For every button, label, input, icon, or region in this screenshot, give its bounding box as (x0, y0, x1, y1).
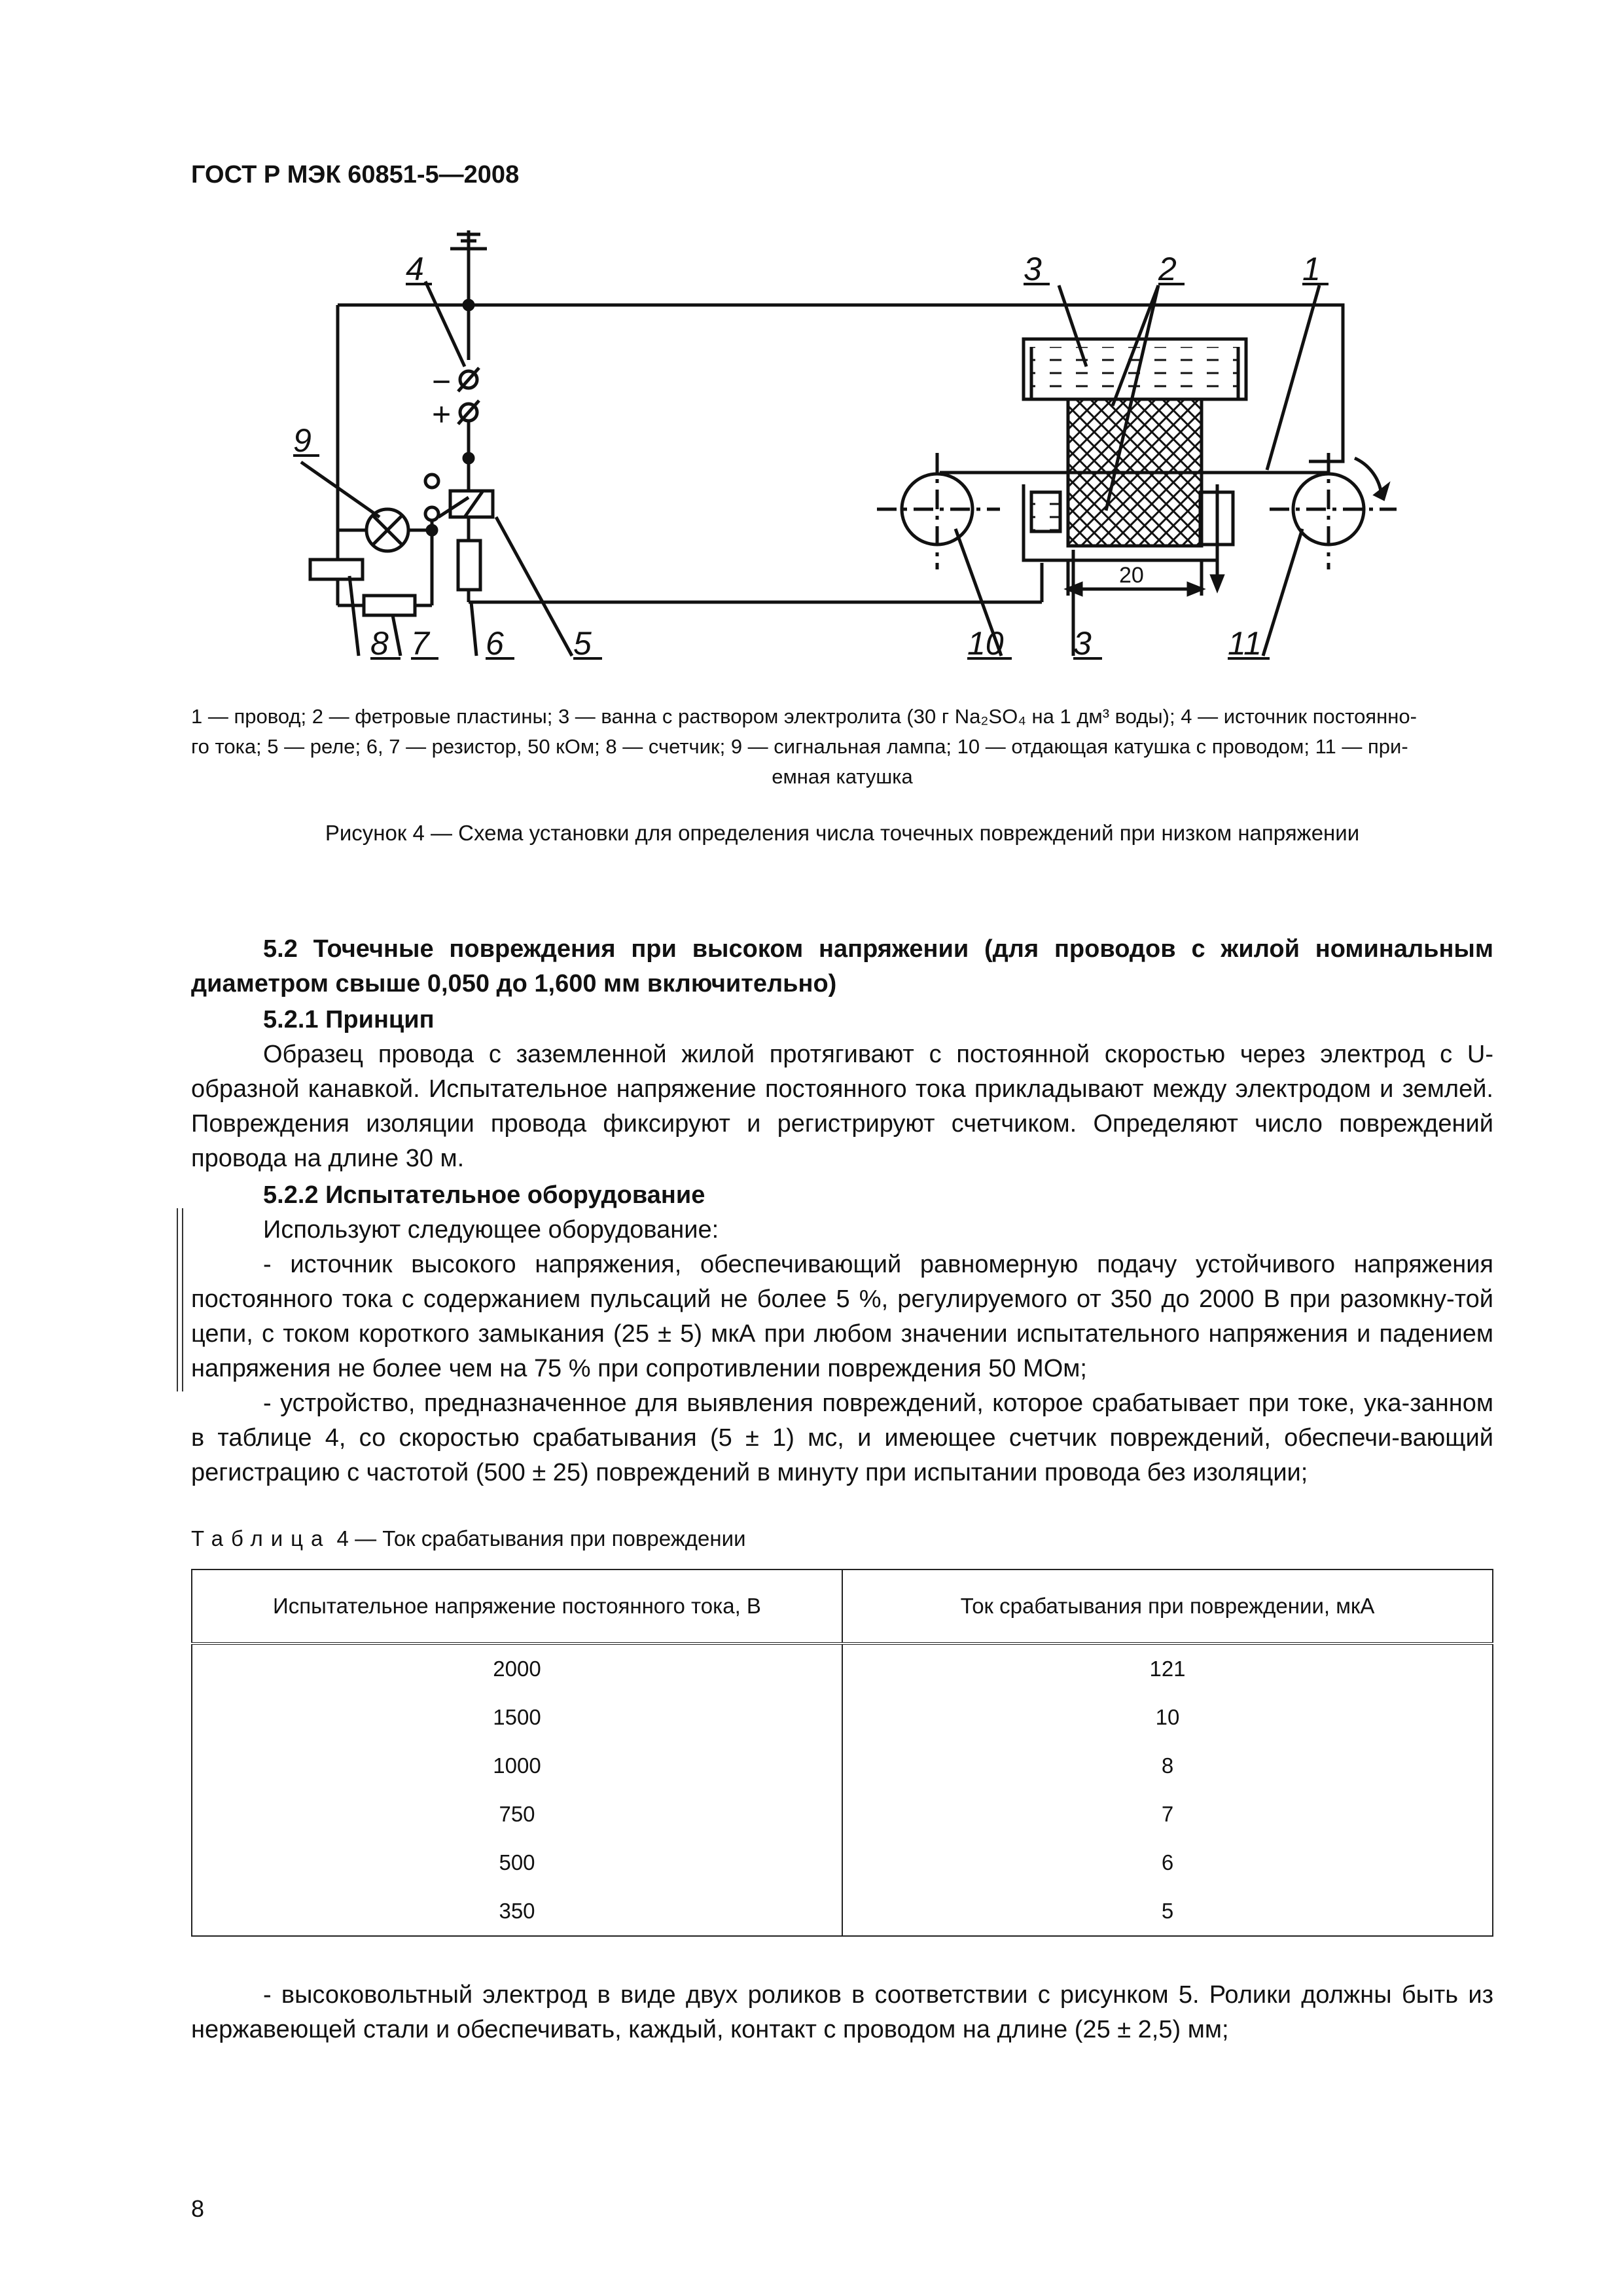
current-cell: 10 (842, 1693, 1493, 1742)
label-9: 9 (293, 422, 312, 459)
section-5-2-2-heading: 5.2.2 Испытательное оборудование (263, 1181, 705, 1209)
section-5-2-2-intro: Используют следующее оборудование: (263, 1216, 719, 1244)
current-cell: 6 (842, 1839, 1493, 1887)
voltage-cell: 1000 (192, 1742, 842, 1790)
table-row (192, 1887, 1493, 1936)
voltage-cell: 2000 (192, 1643, 842, 1693)
dimension-20: 20 (1119, 563, 1144, 588)
voltage-cell: 350 (192, 1887, 842, 1936)
table-header-row (192, 1570, 1493, 1643)
change-bar-2 (182, 1208, 183, 1391)
table-caption-rest: 4 — Ток срабатывания при повреждении (330, 1526, 746, 1551)
setup-diagram (0, 0, 1623, 694)
label-10: 10 (967, 625, 1004, 662)
current-cell: 5 (842, 1887, 1493, 1936)
resistor-7 (364, 596, 415, 615)
table-row (192, 1693, 1493, 1742)
label-11: 11 (1228, 625, 1262, 662)
current-cell: 7 (842, 1790, 1493, 1839)
figure-caption: Рисунок 4 — Схема установки для определения числа точечных повреждений при низком напряжении (325, 821, 1360, 845)
label-5: 5 (573, 625, 592, 662)
section-5-2-1-heading: 5.2.1 Принцип (263, 1006, 435, 1033)
label-3-top: 3 (1024, 251, 1042, 287)
current-cell: 8 (842, 1742, 1493, 1790)
label-2: 2 (1158, 251, 1177, 287)
voltage-cell: 1500 (192, 1693, 842, 1742)
counter-box (310, 560, 363, 579)
column-header-voltage: Испытательное напряжение постоянного тока, В (192, 1570, 842, 1643)
table-caption-word: Таблица (191, 1526, 331, 1551)
change-bar (177, 1208, 178, 1391)
document-header: ГОСТ Р МЭК 60851-5—2008 (191, 161, 520, 188)
legend-line-2: го тока; 5 — реле; 6, 7 — резистор, 50 кОм; 8 — счетчик; 9 — сигнальная лампа; 10 — отдающая катушка с проводом; 11 — при- (191, 735, 1408, 758)
table-row (192, 1839, 1493, 1887)
table-row (192, 1790, 1493, 1839)
equipment-item-1: - источник высокого напряжения, обеспечивающий равномерную подачу устойчивого напряжения постоянного тока с содержанием пульсаций не более 5 %, регулируемого от 350 до 2000 В при разомкну-той цепи, с током короткого замыкания (25 ± 5) мкА при любом значении испытательного напряжения и падением напряжения не более чем на 75 % при сопротивлении повреждения 50 МОм; (191, 1251, 1493, 1382)
current-cell: 121 (842, 1643, 1493, 1693)
legend-line-1: 1 — провод; 2 — фетровые пластины; 3 — ванна с раствором электролита (30 г Na₂SO₄ на 1 дм³ воды); 4 — источник постоянно- (191, 705, 1417, 728)
table-row (192, 1643, 1493, 1693)
label-6: 6 (486, 625, 504, 662)
label-7: 7 (411, 625, 429, 662)
figure-legend (191, 702, 1493, 792)
voltage-cell: 500 (192, 1839, 842, 1887)
minus-sign: − (432, 363, 452, 400)
trip-current-table (191, 1569, 1493, 1937)
table-caption (191, 1526, 746, 1551)
plus-sign: + (432, 396, 452, 433)
label-4: 4 (406, 251, 424, 287)
label-1: 1 (1302, 251, 1321, 287)
column-header-current: Ток срабатывания при повреждении, мкА (842, 1570, 1493, 1643)
equipment-item-2: - устройство, предназначенное для выявления повреждений, которое срабатывает при токе, ука-занном в таблице 4, со скоростью срабатывания (5 ± 1) мс, и имеющее счетчик повреждений, обеспечи-вающий регистрацию с частотой (500 ± 25) повреждений в минуту при испытании провода без изоляции; (191, 1390, 1493, 1486)
legend-line-3: емная катушка (772, 765, 913, 788)
equipment-item-3: - высоковольтный электрод в виде двух роликов в соответствии с рисунком 5. Ролики должны быть из нержавеющей стали и обеспечивать, каждый, контакт с проводом на длине (25 ± 2,5) мм; (191, 1981, 1493, 2043)
voltage-cell: 750 (192, 1790, 842, 1839)
label-8: 8 (370, 625, 389, 662)
table-row (192, 1742, 1493, 1790)
section-5-2-heading: 5.2 Точечные повреждения при высоком напряжении (для проводов с жилой номинальным диаметром свыше 0,050 до 1,600 мм включительно) (191, 935, 1493, 997)
page-number: 8 (191, 2195, 205, 2222)
label-3-bottom: 3 (1073, 625, 1092, 662)
section-5-2-1-text: Образец провода с заземленной жилой протягивают с постоянной скоростью через электрод с U-образной канавкой. Испытательное напряжение постоянного тока прикладывают между электродом и землей. Повреждения изоляции провода фиксируют и регистрируют счетчиком. Определяют число повреждений провода на длине 30 м. (191, 1041, 1493, 1172)
